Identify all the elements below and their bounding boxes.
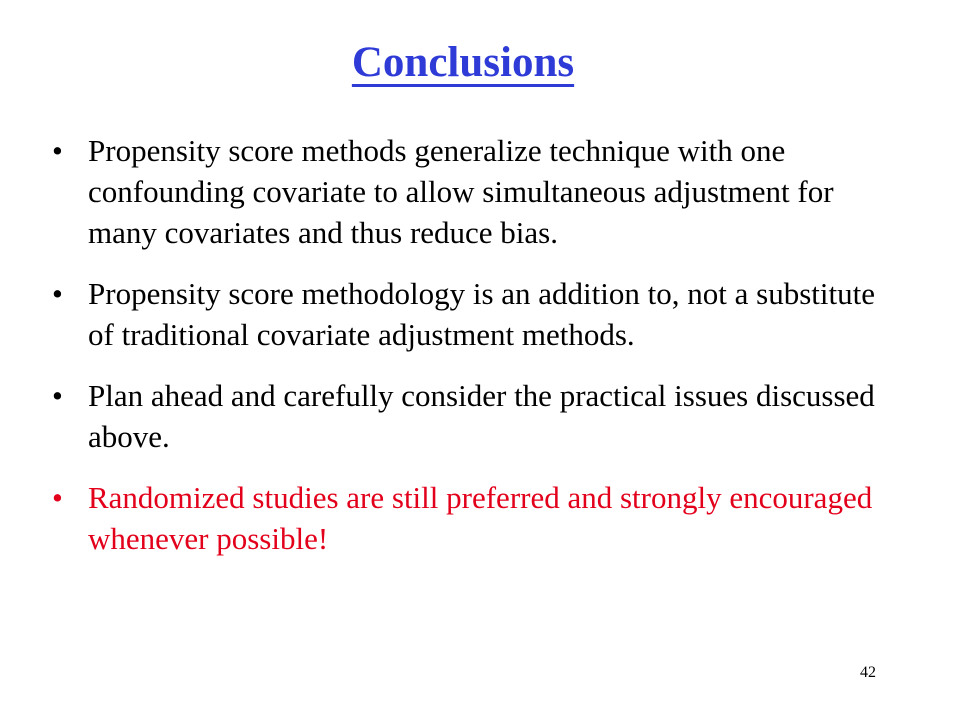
bullet-text: Randomized studies are still preferred and strongly encouraged whenever possible!	[88, 480, 873, 556]
bullet-text: Propensity score methodology is an addition to, not a substitute of traditional covariate adjustment methods.	[88, 276, 875, 352]
bullet-item	[52, 130, 902, 253]
bullet-item	[52, 375, 902, 457]
bullet-text: Propensity score methods generalize technique with one confounding covariate to allow simultaneous adjustment for many covariates and thus reduce bias.	[88, 133, 834, 250]
bullet-glyph: •	[52, 378, 63, 413]
slide-title: Conclusions	[351, 39, 575, 86]
bullet-item-emphasis	[52, 477, 902, 559]
bullet-glyph: •	[52, 480, 63, 515]
page-number: 42	[860, 664, 876, 681]
bullet-glyph: •	[52, 276, 63, 311]
bullet-glyph: •	[52, 133, 63, 168]
bullet-list	[52, 130, 902, 579]
bullet-item	[52, 273, 902, 355]
bullet-text: Plan ahead and carefully consider the practical issues discussed above.	[88, 378, 875, 454]
